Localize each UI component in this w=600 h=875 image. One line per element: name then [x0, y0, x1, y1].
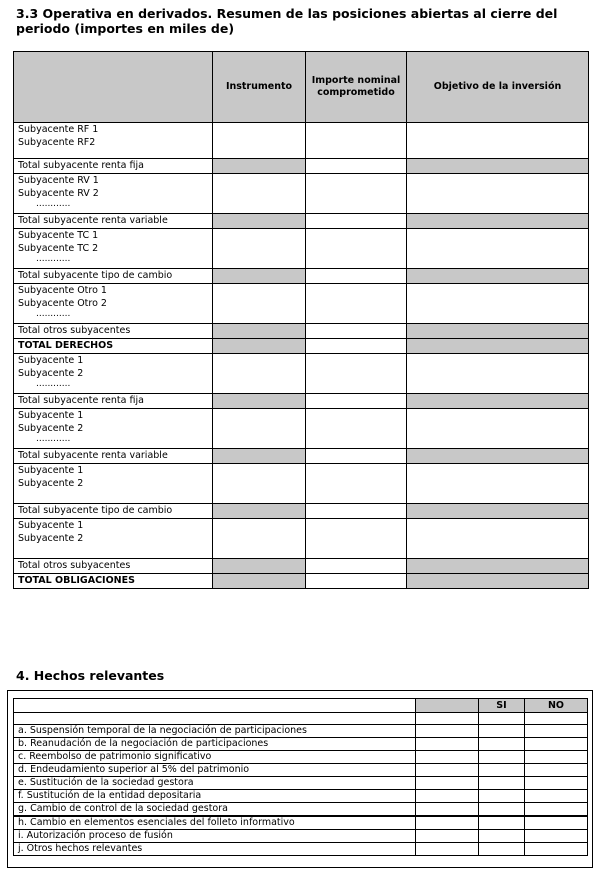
total-label: Total subyacente renta fija — [14, 159, 213, 174]
total-label: Total otros subyacentes — [14, 324, 213, 339]
total-value-cell — [213, 324, 306, 339]
extra-cell — [416, 764, 479, 777]
value-cell — [407, 354, 589, 394]
subyacente-label: Subyacente RV 1 — [18, 175, 99, 186]
subyacente-cell — [14, 123, 213, 159]
no-cell[interactable] — [525, 764, 588, 777]
header-blank — [14, 52, 213, 123]
subyacente-label: Subyacente 2 — [18, 533, 84, 544]
no-cell[interactable] — [525, 725, 588, 738]
subyacente-cell — [14, 284, 213, 324]
si-cell[interactable] — [479, 751, 525, 764]
hechos-header-row — [14, 699, 588, 713]
ellipsis-dots: ............ — [36, 379, 71, 389]
subyacente-cell — [14, 174, 213, 214]
total-value-cell — [213, 504, 306, 519]
derivatives-header-row — [14, 52, 589, 123]
value-cell — [306, 464, 407, 504]
hechos-spacer-row — [14, 713, 588, 725]
total-value-cell — [407, 394, 589, 409]
total-value-cell — [306, 159, 407, 174]
hecho-row — [14, 777, 588, 790]
no-cell[interactable] — [525, 751, 588, 764]
subyacente-label: Subyacente TC 2 — [18, 243, 99, 254]
grand-total-row — [14, 339, 589, 354]
extra-cell — [416, 830, 479, 843]
value-cell — [306, 354, 407, 394]
value-cell — [213, 354, 306, 394]
value-cell — [213, 229, 306, 269]
spacer-cell — [14, 713, 416, 725]
total-label: Total subyacente renta fija — [14, 394, 213, 409]
derivatives-table — [13, 51, 589, 589]
value-cell — [306, 229, 407, 269]
value-cell — [213, 123, 306, 159]
value-cell — [306, 284, 407, 324]
section-3-3-title: 3.3 Operativa en derivados. Resumen de las posiciones abiertas al cierre del periodo (importes en miles de) — [16, 6, 558, 36]
subyacente-label: Subyacente TC 1 — [18, 230, 99, 241]
total-label: Total otros subyacentes — [14, 559, 213, 574]
ellipsis-dots: ............ — [36, 309, 71, 319]
extra-cell — [416, 777, 479, 790]
value-cell — [213, 409, 306, 449]
total-value-cell — [213, 214, 306, 229]
value-cell — [213, 284, 306, 324]
value-cell — [306, 123, 407, 159]
total-row — [14, 324, 589, 339]
hecho-row — [14, 790, 588, 803]
total-label: Total subyacente renta variable — [14, 449, 213, 464]
si-cell[interactable] — [479, 764, 525, 777]
hecho-label: i. Autorización proceso de fusión — [14, 830, 416, 843]
total-value-cell — [306, 504, 407, 519]
total-row — [14, 269, 589, 284]
no-cell[interactable] — [525, 830, 588, 843]
value-cell — [407, 464, 589, 504]
total-value-cell — [213, 449, 306, 464]
si-cell[interactable] — [479, 777, 525, 790]
subyacente-row — [14, 123, 589, 159]
subyacente-row — [14, 284, 589, 324]
subyacente-row — [14, 464, 589, 504]
total-value-cell — [306, 269, 407, 284]
no-cell[interactable] — [525, 803, 588, 817]
subyacente-label: Subyacente RF2 — [18, 137, 96, 148]
si-cell[interactable] — [479, 725, 525, 738]
no-cell[interactable] — [525, 777, 588, 790]
total-value-cell — [407, 269, 589, 284]
extra-cell — [416, 816, 479, 830]
hechos-header-no: NO — [525, 699, 588, 713]
subyacente-row — [14, 409, 589, 449]
total-value-cell — [306, 394, 407, 409]
total-value-cell — [213, 394, 306, 409]
hecho-label: g. Cambio de control de la sociedad gestora — [14, 803, 416, 817]
total-label: Total subyacente tipo de cambio — [14, 504, 213, 519]
extra-cell — [416, 738, 479, 751]
hecho-row — [14, 725, 588, 738]
total-value-cell — [407, 559, 589, 574]
hecho-row — [14, 830, 588, 843]
si-cell[interactable] — [479, 830, 525, 843]
hecho-row — [14, 751, 588, 764]
total-value-cell — [407, 324, 589, 339]
subyacente-label: Subyacente 1 — [18, 465, 84, 476]
total-row — [14, 504, 589, 519]
subyacente-label: Subyacente 2 — [18, 478, 84, 489]
hecho-label: a. Suspensión temporal de la negociación de participaciones — [14, 725, 416, 738]
total-value-cell — [306, 214, 407, 229]
hecho-label: f. Sustitución de la entidad depositaria — [14, 790, 416, 803]
grand-total-row — [14, 574, 589, 589]
hecho-row — [14, 816, 588, 830]
total-label: Total subyacente renta variable — [14, 214, 213, 229]
hechos-header-si: SI — [479, 699, 525, 713]
total-value-cell — [213, 559, 306, 574]
total-value-cell — [407, 339, 589, 354]
value-cell — [407, 284, 589, 324]
hechos-body — [14, 725, 588, 856]
ellipsis-dots: ............ — [36, 199, 71, 209]
subyacente-row — [14, 229, 589, 269]
total-row — [14, 214, 589, 229]
subyacente-row — [14, 354, 589, 394]
si-cell[interactable] — [479, 803, 525, 817]
extra-cell — [416, 725, 479, 738]
ellipsis-dots: ............ — [36, 254, 71, 264]
total-row — [14, 449, 589, 464]
hecho-row — [14, 803, 588, 817]
subyacente-cell — [14, 409, 213, 449]
no-cell[interactable] — [525, 738, 588, 751]
subyacente-cell — [14, 464, 213, 504]
subyacente-row — [14, 174, 589, 214]
total-value-cell — [407, 574, 589, 589]
total-row — [14, 559, 589, 574]
subyacente-cell — [14, 229, 213, 269]
hecho-label: h. Cambio en elementos esenciales del folleto informativo — [14, 816, 416, 830]
section-4-title: 4. Hechos relevantes — [16, 668, 165, 683]
value-cell — [407, 519, 589, 559]
hechos-header-blank — [14, 699, 416, 713]
subyacente-label: Subyacente 1 — [18, 520, 84, 531]
subyacente-label: Subyacente 2 — [18, 368, 84, 379]
subyacente-label: Subyacente 1 — [18, 410, 84, 421]
total-value-cell — [407, 504, 589, 519]
total-row — [14, 394, 589, 409]
value-cell — [213, 519, 306, 559]
header-instrumento: Instrumento — [213, 52, 306, 123]
no-cell[interactable] — [525, 816, 588, 830]
si-cell[interactable] — [479, 738, 525, 751]
hecho-row — [14, 738, 588, 751]
extra-cell — [416, 803, 479, 817]
subyacente-row — [14, 519, 589, 559]
total-value-cell — [407, 159, 589, 174]
value-cell — [306, 409, 407, 449]
subyacente-label: Subyacente Otro 2 — [18, 298, 107, 309]
value-cell — [407, 123, 589, 159]
spacer-cell — [479, 713, 525, 725]
value-cell — [213, 464, 306, 504]
hechos-header-grey — [416, 699, 479, 713]
grand-total-label: TOTAL DERECHOS — [14, 339, 213, 354]
hecho-label: c. Reembolso de patrimonio significativo — [14, 751, 416, 764]
si-cell[interactable] — [479, 790, 525, 803]
header-importe-nominal: Importe nominal comprometido — [306, 52, 407, 123]
total-value-cell — [213, 339, 306, 354]
total-label: Total subyacente tipo de cambio — [14, 269, 213, 284]
spacer-cell — [525, 713, 588, 725]
total-row — [14, 159, 589, 174]
spacer-cell — [416, 713, 479, 725]
hechos-table — [13, 698, 588, 856]
total-value-cell — [306, 559, 407, 574]
subyacente-label: Subyacente Otro 1 — [18, 285, 107, 296]
total-value-cell — [213, 159, 306, 174]
hecho-row — [14, 764, 588, 777]
derivatives-body — [14, 123, 589, 589]
hecho-label: j. Otros hechos relevantes — [14, 843, 416, 856]
value-cell — [407, 174, 589, 214]
total-value-cell — [306, 574, 407, 589]
hecho-row — [14, 843, 588, 856]
extra-cell — [416, 751, 479, 764]
total-value-cell — [306, 339, 407, 354]
subyacente-label: Subyacente 1 — [18, 355, 84, 366]
total-value-cell — [213, 269, 306, 284]
value-cell — [306, 519, 407, 559]
total-value-cell — [213, 574, 306, 589]
no-cell[interactable] — [525, 843, 588, 856]
total-value-cell — [306, 324, 407, 339]
subyacente-cell — [14, 354, 213, 394]
total-value-cell — [306, 449, 407, 464]
subyacente-label: Subyacente RV 2 — [18, 188, 99, 199]
hecho-label: e. Sustitución de la sociedad gestora — [14, 777, 416, 790]
subyacente-label: Subyacente RF 1 — [18, 124, 99, 135]
subyacente-label: Subyacente 2 — [18, 423, 84, 434]
value-cell — [213, 174, 306, 214]
total-value-cell — [407, 214, 589, 229]
header-objetivo: Objetivo de la inversión — [407, 52, 589, 123]
extra-cell — [416, 790, 479, 803]
no-cell[interactable] — [525, 790, 588, 803]
total-value-cell — [407, 449, 589, 464]
extra-cell — [416, 843, 479, 856]
si-cell[interactable] — [479, 843, 525, 856]
value-cell — [306, 174, 407, 214]
value-cell — [407, 409, 589, 449]
grand-total-label: TOTAL OBLIGACIONES — [14, 574, 213, 589]
hecho-label: b. Reanudación de la negociación de participaciones — [14, 738, 416, 751]
ellipsis-dots: ............ — [36, 434, 71, 444]
hecho-label: d. Endeudamiento superior al 5% del patrimonio — [14, 764, 416, 777]
subyacente-cell — [14, 519, 213, 559]
si-cell[interactable] — [479, 816, 525, 830]
value-cell — [407, 229, 589, 269]
